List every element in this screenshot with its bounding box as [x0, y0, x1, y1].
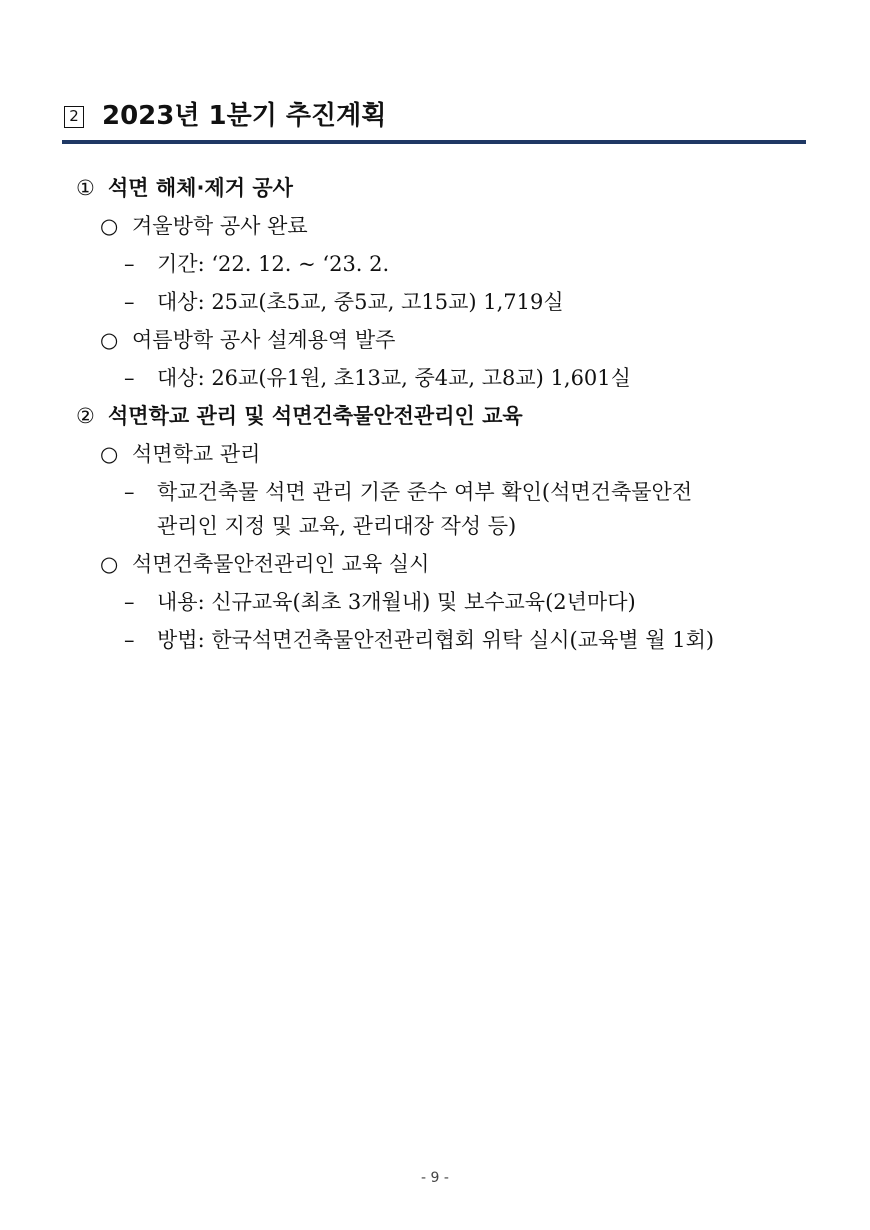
page-number: - 9 -: [421, 1170, 449, 1186]
dash-marker: –: [124, 252, 135, 276]
dash-marker: –: [124, 366, 135, 390]
dash-marker: –: [124, 480, 135, 504]
circle-bullet-marker: ○: [100, 214, 119, 238]
sub-item-target-summer: [124, 363, 631, 393]
heading-text: 석면 해체·제거 공사: [108, 176, 293, 200]
sub-item-text: 대상: 25교(초5교, 중5교, 고15교) 1,719실: [157, 290, 564, 314]
sub-item-method: [124, 625, 714, 655]
circle-bullet-marker: ○: [100, 442, 119, 466]
sub-item-text: 방법: 한국석면건축물안전관리협회 위탁 실시(교육별 월 1회): [157, 628, 715, 652]
circled-number-marker: ②: [76, 404, 95, 428]
sub-item-text: 대상: 26교(유1원, 초13교, 중4교, 고8교) 1,601실: [157, 366, 631, 390]
section-title: 2023년 1분기 추진계획: [102, 101, 387, 131]
heading-school-management-education: [76, 401, 523, 431]
sub-item-text: 기간: ‘22. 12. ~ ‘23. 2.: [157, 252, 390, 276]
bullet-manager-education: [100, 549, 429, 579]
bullet-winter-work: [100, 211, 308, 241]
bullet-text: 석면학교 관리: [132, 442, 261, 466]
dash-marker: –: [124, 590, 135, 614]
sub-item-content: [124, 587, 636, 617]
section-header: [62, 96, 806, 144]
heading-text: 석면학교 관리 및 석면건축물안전관리인 교육: [108, 404, 523, 428]
bullet-text: 여름방학 공사 설계용역 발주: [132, 328, 396, 352]
section-divider: [62, 140, 806, 144]
circle-bullet-marker: ○: [100, 328, 119, 352]
circle-bullet-marker: ○: [100, 552, 119, 576]
sub-item-continuation: [157, 511, 516, 541]
circled-number-marker: ①: [76, 176, 95, 200]
sub-item-period: [124, 249, 389, 279]
sub-item-target-winter: [124, 287, 564, 317]
bullet-summer-design: [100, 325, 395, 355]
continuation-text: 관리인 지정 및 교육, 관리대장 작성 등): [157, 514, 517, 538]
sub-item-compliance-check: [124, 477, 692, 507]
sub-item-text: 학교건축물 석면 관리 기준 준수 여부 확인(석면건축물안전: [157, 480, 693, 504]
dash-marker: –: [124, 290, 135, 314]
sub-item-text: 내용: 신규교육(최초 3개월내) 및 보수교육(2년마다): [157, 590, 636, 614]
dash-marker: –: [124, 628, 135, 652]
heading-asbestos-removal: [76, 173, 293, 203]
bullet-text: 석면건축물안전관리인 교육 실시: [132, 552, 430, 576]
bullet-school-management: [100, 439, 260, 469]
bullet-text: 겨울방학 공사 완료: [132, 214, 308, 238]
section-number-box: 2: [64, 106, 84, 128]
